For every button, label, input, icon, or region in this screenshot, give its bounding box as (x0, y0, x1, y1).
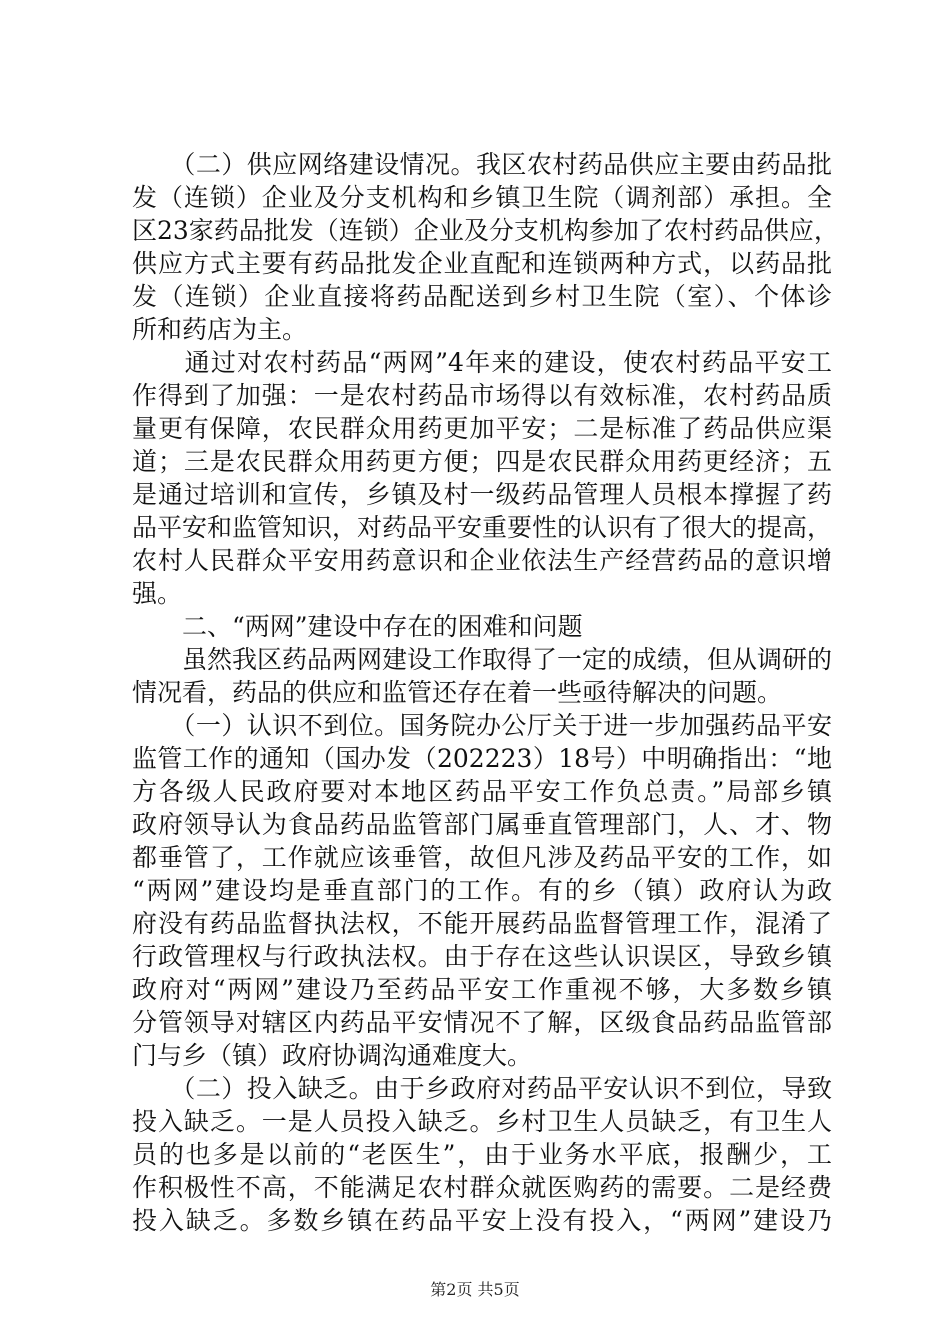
text-line: 都垂管了，工作就应该垂管，故但凡涉及药品平安的工作，如 (132, 843, 832, 872)
text-line: （二）投入缺乏。由于乡政府对药品平安认识不到位，导致 (132, 1074, 832, 1103)
text-line: 府没有药品监督执法权，不能开展药品监督管理工作，混淆了 (132, 909, 832, 938)
text-line: 方各级人民政府要对本地区药品平安工作负总责。”局部乡镇 (132, 777, 832, 806)
text-line: 投入缺乏。一是人员投入缺乏。乡村卫生人员缺乏，有卫生人 (132, 1107, 832, 1136)
text-line: 通过对农村药品“两网”4年来的建设，使农村药品平安工 (132, 348, 832, 377)
text-line: 农村人民群众平安用药意识和企业依法生产经营药品的意识增 (132, 546, 832, 575)
text-line: 量更有保障，农民群众用药更加平安；二是标准了药品供应渠 (132, 414, 832, 443)
text-line: 作积极性不高，不能满足农村群众就医购药的需要。二是经费 (132, 1173, 832, 1202)
text-line: 道；三是农民群众用药更方便；四是农民群众用药更经济；五 (132, 447, 832, 476)
text-line: 员的也多是以前的“老医生”，由于业务水平底，报酬少，工 (132, 1140, 832, 1169)
text-line: 发（连锁）企业直接将药品配送到乡村卫生院（室）、个体诊 (132, 282, 832, 311)
text-line: 品平安和监管知识，对药品平安重要性的认识有了很大的提高， (132, 513, 833, 542)
text-line: 政府对“两网”建设乃至药品平安工作重视不够，大多数乡镇 (132, 975, 832, 1004)
text-line: 监管工作的通知（国办发（202223）18号）中明确指出：“地 (132, 744, 832, 773)
text-line: 情况看，药品的供应和监管还存在着一些亟待解决的问题。 (132, 678, 783, 707)
text-line: 虽然我区药品两网建设工作取得了一定的成绩，但从调研的 (132, 645, 833, 674)
text-line: 强。 (132, 579, 183, 608)
text-line: 发（连锁）企业及分支机构和乡镇卫生院（调剂部）承担。全 (132, 183, 832, 212)
text-line: 行政管理权与行政执法权。由于存在这些认识误区，导致乡镇 (132, 942, 832, 971)
page-footer: 第2页 共5页 (430, 1280, 520, 1299)
text-line: （一）认识不到位。国务院办公厅关于进一步加强药品平安 (132, 711, 832, 740)
text-line: 作得到了加强：一是农村药品市场得以有效标准，农村药品质 (132, 381, 832, 410)
document-body (132, 148, 839, 1237)
text-line: 所和药店为主。 (132, 315, 308, 344)
text-line: “两网”建设均是垂直部门的工作。有的乡（镇）政府认为政 (132, 876, 832, 905)
text-line: 分管领导对辖区内药品平安情况不了解，区级食品药品监管部 (132, 1008, 832, 1037)
text-line: （二）供应网络建设情况。我区农村药品供应主要由药品批 (132, 150, 832, 179)
text-line: 门与乡（镇）政府协调沟通难度大。 (132, 1041, 533, 1070)
section-heading: 二、“两网”建设中存在的困难和问题 (132, 612, 583, 641)
text-line: 供应方式主要有药品批发企业直配和连锁两种方式，以药品批 (132, 249, 832, 278)
text-line: 投入缺乏。多数乡镇在药品平安上没有投入，“两网”建设乃 (132, 1206, 832, 1235)
text-line: 是通过培训和宣传，乡镇及村一级药品管理人员根本撑握了药 (132, 480, 832, 509)
text-line: 区23家药品批发（连锁）企业及分支机构参加了农村药品供应， (132, 216, 839, 245)
text-line: 政府领导认为食品药品监管部门属垂直管理部门，人、才、物 (132, 810, 832, 839)
